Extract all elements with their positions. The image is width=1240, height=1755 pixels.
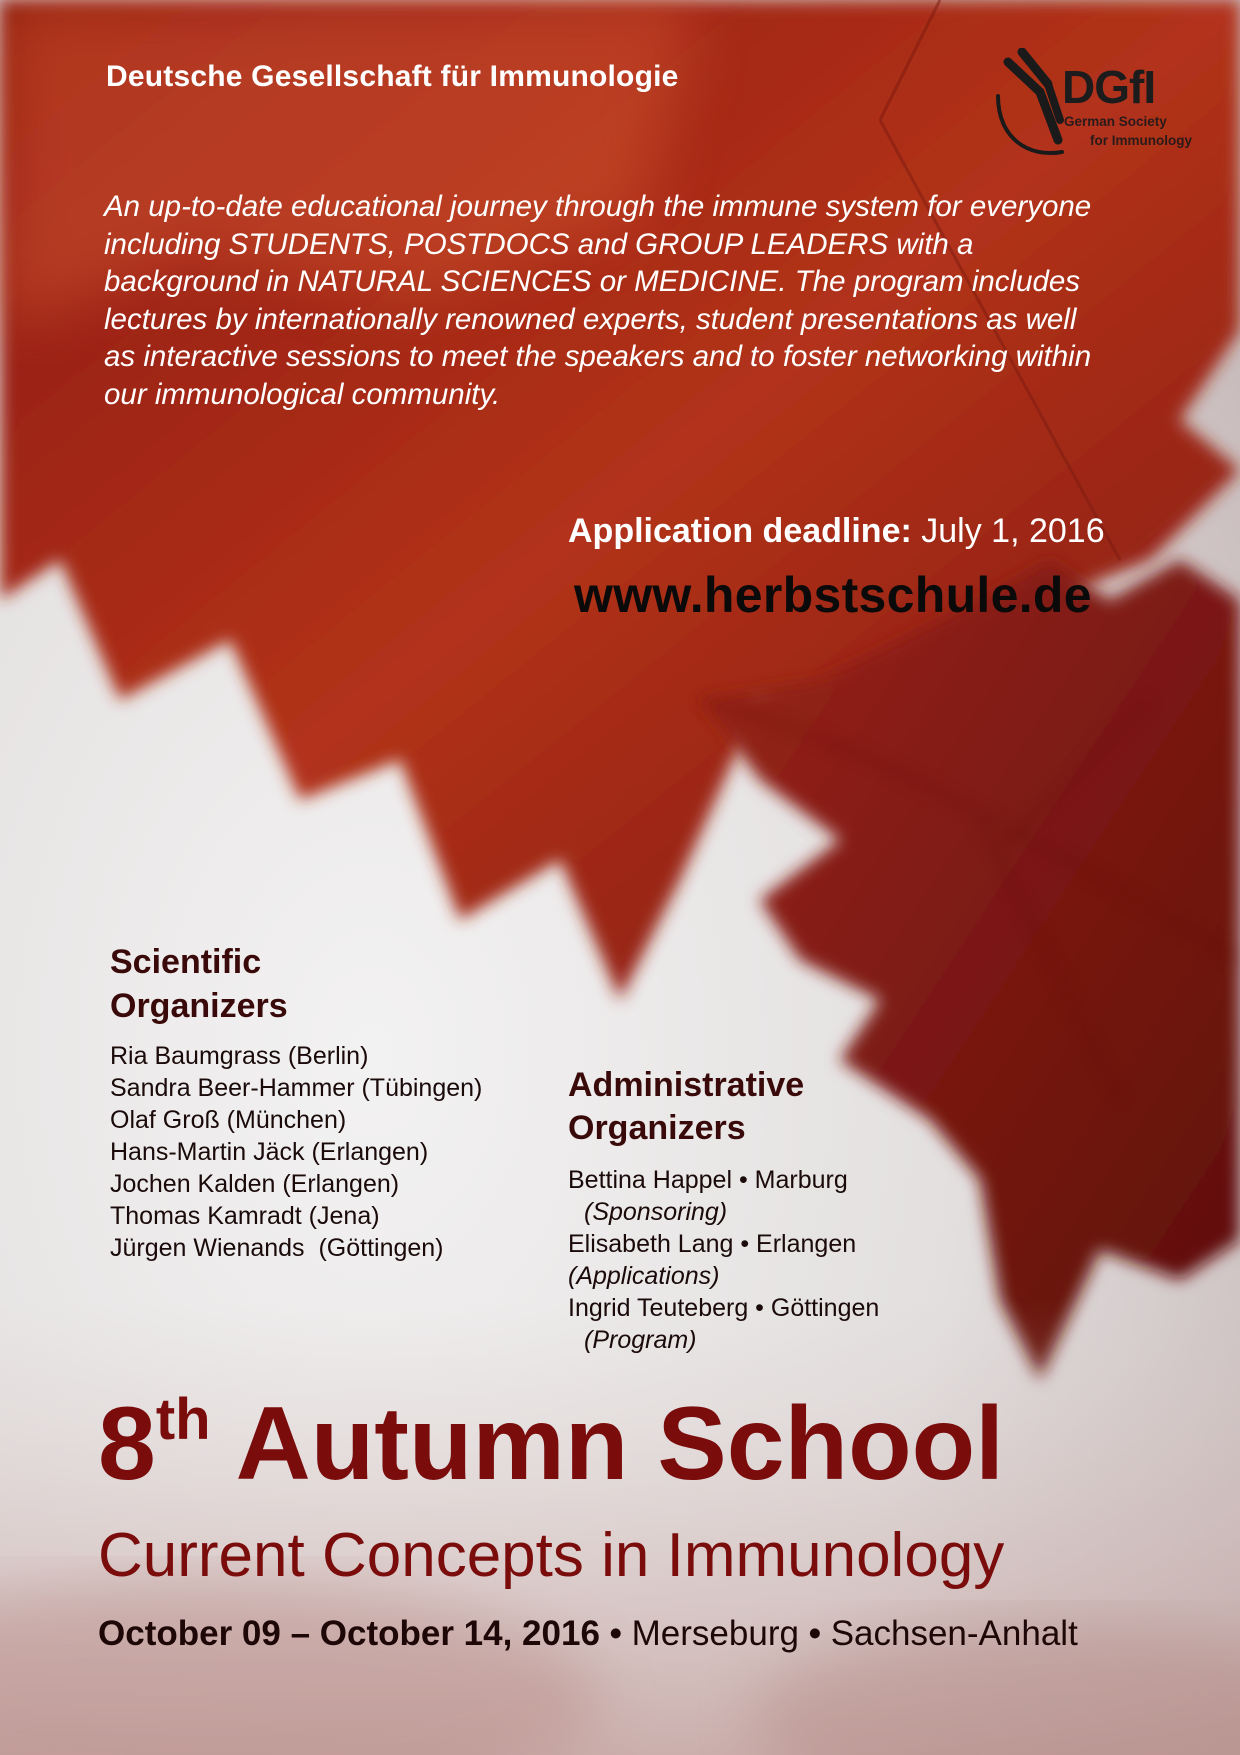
- application-deadline: [568, 512, 1105, 551]
- intro-text: An up-to-date educational journey through the immune system for everyone including STUDENTS, POSTDOCS and GROUP LEADERS with a background in NATURAL SCIENCES or MEDICINE. The program includes lectures by internationally renowned experts, student presentations as well as interactive sessions to meet the speakers and to foster networking within our immunological community.: [104, 190, 1092, 411]
- list-item: Thomas Kamradt (Jena): [110, 1202, 380, 1230]
- list-item: Olaf Groß (München): [110, 1106, 347, 1134]
- website-link[interactable]: www.herbstschule.de: [574, 567, 1092, 623]
- list-item: Jochen Kalden (Erlangen): [110, 1170, 400, 1198]
- event-title: [98, 1386, 1005, 1502]
- event-city: Merseburg: [631, 1614, 799, 1653]
- list-item: Ria Baumgrass (Berlin): [110, 1042, 369, 1070]
- organizer-role: (Sponsoring): [584, 1198, 728, 1226]
- list-item: Elisabeth Lang • Erlangen: [568, 1230, 857, 1258]
- list-item: Bettina Happel • Marburg: [568, 1166, 848, 1194]
- separator: •: [808, 1614, 821, 1653]
- list-item: Jürgen Wienands (Göttingen): [110, 1234, 444, 1262]
- deadline-date: July 1, 2016: [921, 512, 1105, 550]
- event-region: Sachsen-Anhalt: [830, 1614, 1078, 1653]
- society-name: Deutsche Gesellschaft für Immunologie: [106, 60, 679, 93]
- scientific-organizers-heading: Scientific Organizers: [110, 943, 288, 1025]
- separator: •: [609, 1614, 622, 1653]
- scientific-organizers-list: [110, 1040, 482, 1264]
- organizer-role: (Program): [584, 1326, 697, 1354]
- list-item: Ingrid Teuteberg • Göttingen: [568, 1294, 880, 1322]
- logo-line-2: for Immunology: [1090, 133, 1192, 148]
- event-ordinal-suffix: th: [155, 1387, 211, 1452]
- logo-line-1: German Society: [1064, 114, 1167, 129]
- event-dates: October 09 – October 14, 2016: [98, 1614, 600, 1653]
- intro-paragraph: [104, 188, 1114, 413]
- event-subtitle: Current Concepts in Immunology: [98, 1521, 1005, 1590]
- list-item: Sandra Beer-Hammer (Tübingen): [110, 1074, 483, 1102]
- event-title-text: Autumn School: [235, 1386, 1005, 1502]
- deadline-label: Application deadline:: [568, 512, 912, 550]
- event-ordinal: 8: [98, 1386, 156, 1502]
- administrative-organizers-list: [568, 1164, 879, 1356]
- administrative-organizers-heading: Administrative Organizers: [568, 1066, 805, 1147]
- event-dates-location: [98, 1614, 1078, 1654]
- organizer-role: (Applications): [568, 1262, 720, 1290]
- logo-acronym: DGfI: [1062, 61, 1156, 113]
- list-item: Hans-Martin Jäck (Erlangen): [110, 1138, 429, 1166]
